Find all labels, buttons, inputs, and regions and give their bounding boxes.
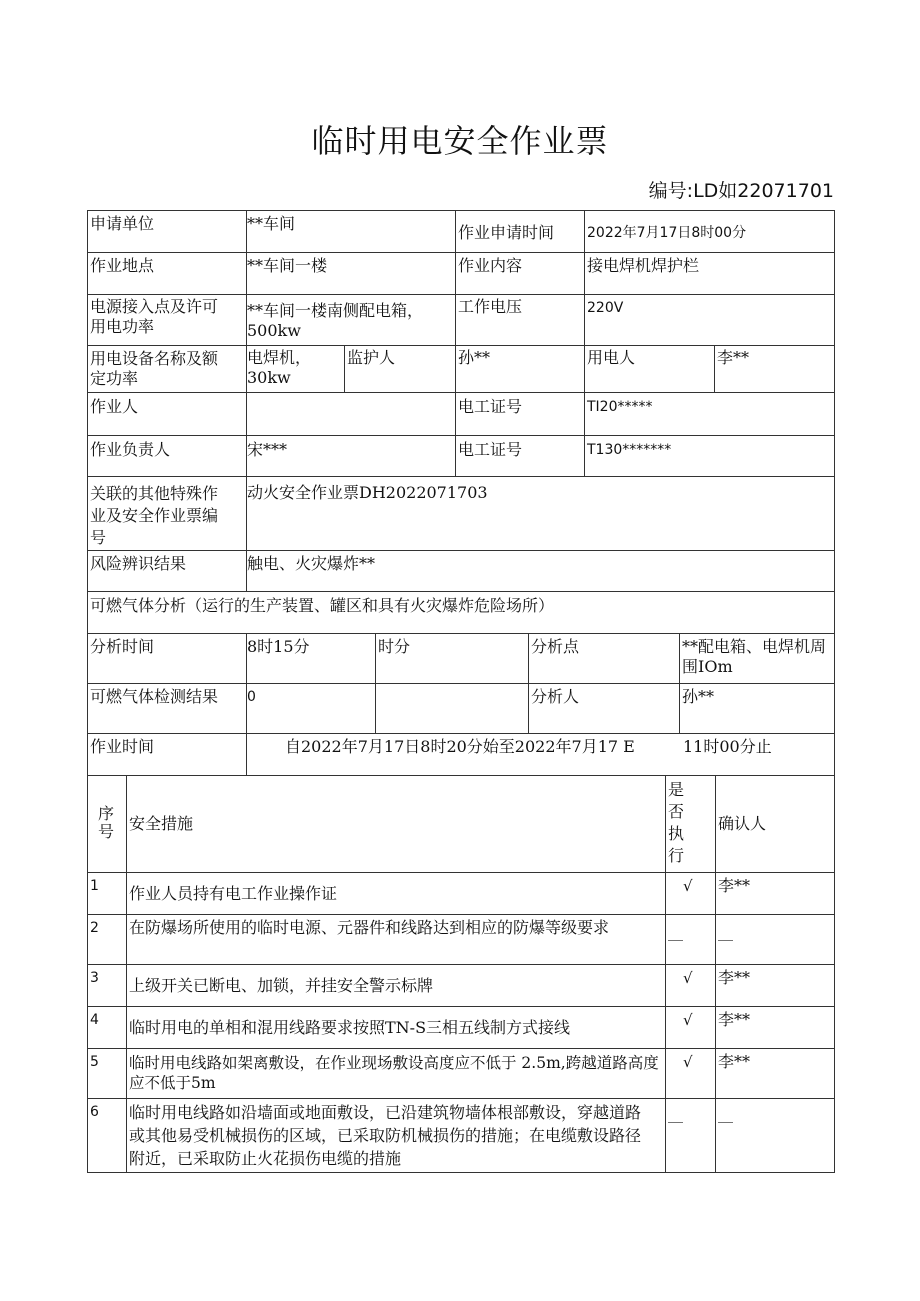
- cell-analysis-point-value: **配电箱、电焊机周围IOm: [679, 633, 835, 684]
- measures-header-seq: 序号: [87, 775, 127, 873]
- measure-number: 2: [90, 920, 99, 936]
- measures-header-confirmer: 确认人: [715, 775, 835, 873]
- measure-executed: √: [683, 969, 693, 987]
- cell-analyst-value: 孙**: [679, 683, 835, 734]
- cell-apply-time-label: 作业申请时间: [455, 210, 585, 253]
- cell-voltage-value: 220V: [584, 294, 835, 346]
- measure-text: 在防爆场所使用的临时电源、元器件和线路达到相应的防爆等级要求: [129, 918, 610, 937]
- measure-text: 上级开关已断电、加锁，并挂安全警示标牌: [129, 976, 434, 995]
- cell-related-value: 动火安全作业票DH2022071703: [246, 476, 835, 551]
- measure-number: 1: [90, 878, 99, 894]
- cell-analyst-label: 分析人: [528, 683, 680, 734]
- cell-location-label: 作业地点: [87, 252, 247, 295]
- cell-risk-value: 触电、火灾爆炸**: [246, 550, 835, 592]
- cell-equipment-value: 电焊机，30kw: [246, 345, 345, 393]
- measure-confirmer: 李**: [718, 968, 751, 987]
- cell-analysis-point-label: 分析点: [528, 633, 680, 684]
- cell-content-value: 接电焊机焊护栏: [584, 252, 835, 295]
- cell-work-time-value: [246, 733, 835, 776]
- measure-text: 临时用电线路如架离敷设，在作业现场敷设高度应不低于 2.5m,跨越道路高度应不低于5m: [129, 1054, 659, 1092]
- cell-content-label: 作业内容: [455, 252, 585, 295]
- cell-gas-result-label: 可燃气体检测结果: [87, 683, 247, 734]
- cell-apply-unit-value: **车间: [246, 210, 456, 253]
- cell-user-value: 李**: [714, 345, 835, 393]
- cell-gas-result-value: 0: [246, 683, 376, 734]
- measure-confirmer: __: [718, 923, 733, 941]
- cell-guardian-value: 孙**: [455, 345, 585, 393]
- cell-worker-label: 作业人: [87, 392, 247, 436]
- cell-leader-cert-label: 电工证号: [455, 435, 585, 477]
- measure-executed: √: [683, 877, 693, 895]
- cell-gas-section: 可燃气体分析（运行的生产装置、罐区和具有火灾爆炸危险场所）: [87, 591, 835, 634]
- cell-analysis-time-label: 分析时间: [87, 633, 247, 684]
- cell-apply-time-value: 2022年7月17日8时00分: [584, 210, 835, 253]
- measures-header-measures: 安全措施: [126, 775, 666, 873]
- cell-user-label: 用电人: [584, 345, 715, 393]
- cell-worker-value: [246, 392, 456, 436]
- measure-text: 作业人员持有电工作业操作证: [129, 884, 338, 903]
- cell-equipment-label: 用电设备名称及额定功率: [87, 345, 247, 393]
- work-time-range: 自2022年7月17日8时20分始至2022年7月17 E: [285, 737, 635, 756]
- measure-number: 3: [90, 970, 99, 986]
- cell-risk-label: 风险辨识结果: [87, 550, 247, 592]
- cell-apply-unit-label: 申请单位: [87, 210, 247, 253]
- cell-power-point-label: 电源接入点及许可用电功率: [87, 294, 247, 346]
- cell-location-value: **车间一楼: [246, 252, 456, 295]
- cell-worker-cert-label: 电工证号: [455, 392, 585, 436]
- cell-voltage-label: 工作电压: [455, 294, 585, 346]
- page-title: 临时用电安全作业票: [311, 122, 609, 160]
- document-number: 编号:LD如22071701: [648, 180, 834, 202]
- cell-empty: [375, 683, 529, 734]
- cell-power-point-value: **车间一楼南侧配电箱，500kw: [246, 294, 456, 346]
- measure-executed: √: [683, 1053, 693, 1071]
- measure-text: 临时用电线路如沿墙面或地面敷设，已沿建筑物墙体根部敷设，穿越道路或其他易受机械损伤的区域，已采取防机械损伤的措施；在电缆敷设路径附近，已采取防止火花损伤电缆的措施: [129, 1103, 642, 1168]
- measure-text: 临时用电的单相和混用线路要求按照TN-S三相五线制方式接线: [129, 1018, 571, 1037]
- measure-confirmer: 李**: [718, 1010, 751, 1029]
- measure-number: 4: [90, 1012, 99, 1028]
- measure-executed: √: [683, 1011, 693, 1029]
- cell-time-placeholder: 时分: [375, 633, 529, 684]
- cell-worker-cert-value: TI20*****: [584, 392, 835, 436]
- cell-work-time-label: 作业时间: [87, 733, 247, 776]
- work-time-end: 11时00分止: [683, 737, 772, 756]
- measure-confirmer: __: [718, 1105, 733, 1123]
- measure-number: 6: [90, 1104, 99, 1120]
- cell-guardian-label: 监护人: [344, 345, 456, 393]
- measures-header-executed: 是否执行: [665, 775, 716, 873]
- measure-confirmer: 李**: [718, 1052, 751, 1071]
- measure-confirmer: 李**: [718, 876, 751, 895]
- measure-executed: __: [668, 923, 683, 941]
- cell-leader-cert-value: T130*******: [584, 435, 835, 477]
- cell-leader-label: 作业负责人: [87, 435, 247, 477]
- measure-number: 5: [90, 1054, 99, 1070]
- cell-related-label: 关联的其他特殊作业及安全作业票编号: [87, 476, 247, 551]
- measure-executed: __: [668, 1105, 683, 1123]
- cell-analysis-time-value: 8时15分: [246, 633, 376, 684]
- cell-leader-value: 宋***: [246, 435, 456, 477]
